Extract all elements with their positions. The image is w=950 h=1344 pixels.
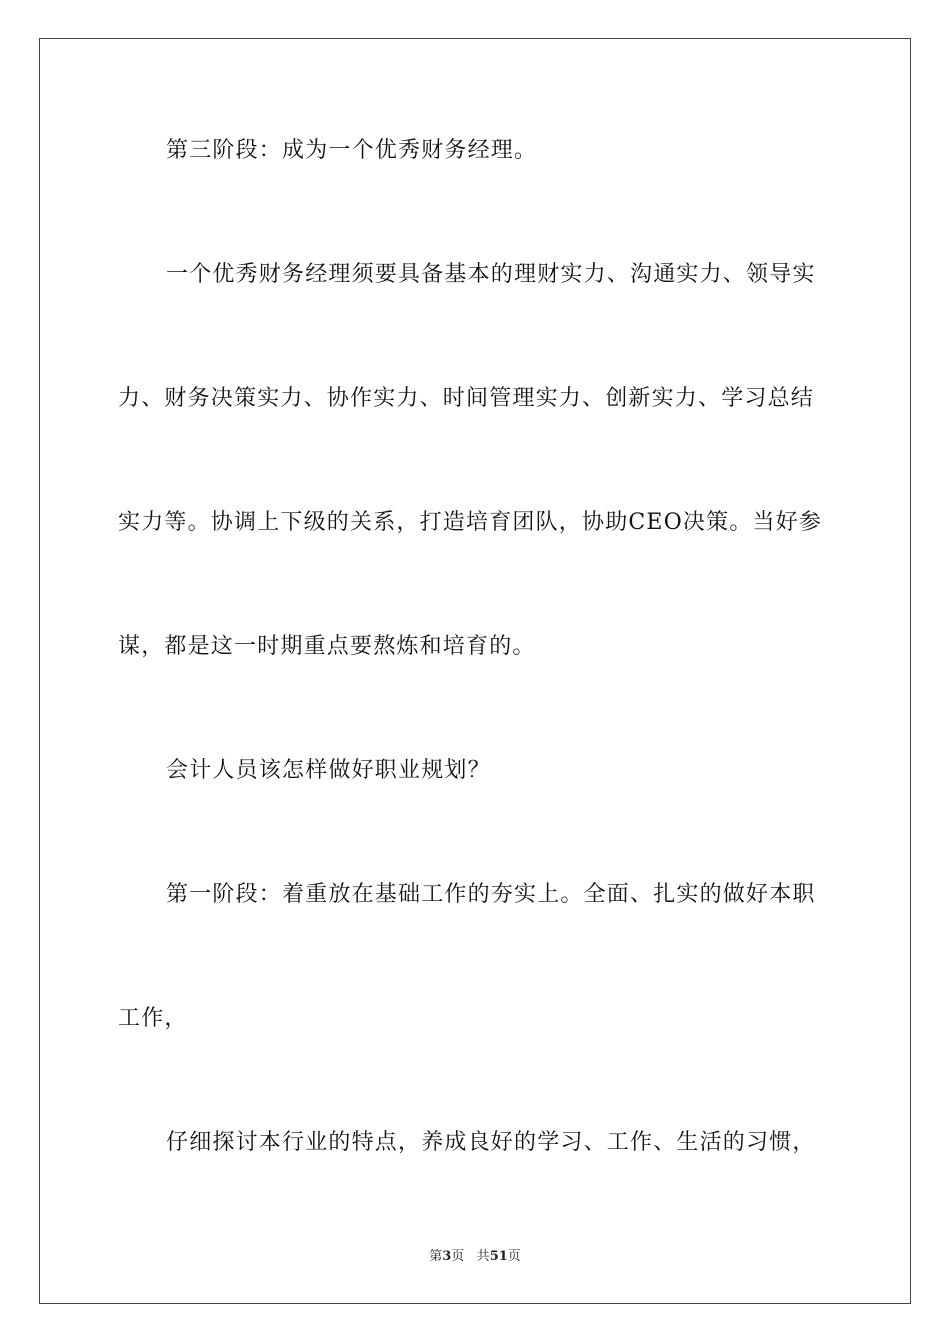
footer-page-suffix: 页 bbox=[451, 1249, 465, 1264]
paragraph-line-6: 会计人员该怎样做好职业规划？ bbox=[166, 758, 491, 783]
footer-page-number: 3 bbox=[442, 1249, 452, 1264]
paragraph-line-3: 力、财务决策实力、协作实力、时间管理实力、创新实力、学习总结 bbox=[118, 386, 815, 411]
paragraph-line-9: 仔细探讨本行业的特点，养成良好的学习、工作、生活的习惯， bbox=[166, 1130, 816, 1155]
footer-total-pages: 51 bbox=[489, 1249, 508, 1264]
footer-page-prefix: 第 bbox=[429, 1249, 443, 1264]
paragraph-line-2: 一个优秀财务经理须要具备基本的理财实力、沟通实力、领导实 bbox=[166, 262, 816, 287]
footer-total-suffix: 页 bbox=[507, 1249, 521, 1264]
paragraph-line-5: 谋，都是这一时期重点要熬炼和培育的。 bbox=[118, 634, 536, 659]
paragraph-line-8: 工作， bbox=[118, 1006, 188, 1031]
paragraph-line-1: 第三阶段：成为一个优秀财务经理。 bbox=[166, 138, 538, 163]
paragraph-line-7: 第一阶段：着重放在基础工作的夯实上。全面、扎实的做好本职 bbox=[166, 882, 816, 907]
page-footer bbox=[0, 1248, 950, 1266]
page-border bbox=[39, 38, 911, 1304]
paragraph-line-4: 实力等。协调上下级的关系，打造培育团队，协助CEO决策。当好参 bbox=[118, 510, 823, 535]
footer-total-prefix: 共 bbox=[476, 1249, 490, 1264]
